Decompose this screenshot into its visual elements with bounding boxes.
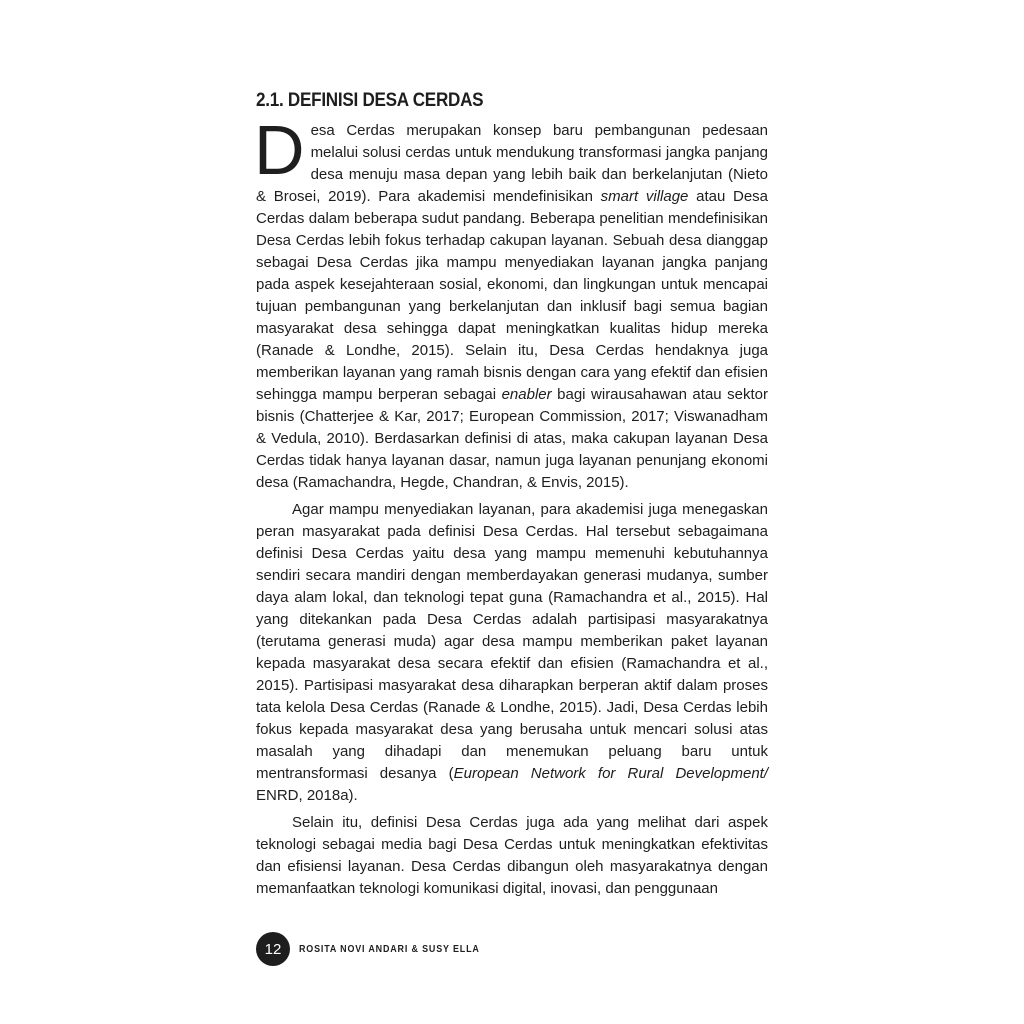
page-footer <box>256 932 512 966</box>
term-enrd: European Network for Rural Development/ <box>453 765 768 782</box>
paragraph-3-text: Selain itu, definisi Desa Cerdas juga ada yang melihat dari aspek teknologi sebagai media bagi Desa Cerdas untuk meningkatkan efektivitas dan efisiensi layanan. Desa Cerdas dibangun oleh masyarakatnya dengan memanfaatkan teknologi komunikasi digital, inovasi, dan penggunaan <box>256 814 768 897</box>
paragraph-2-text-b: ENRD, 2018a). <box>256 787 358 804</box>
footer-authors: ROSITA NOVI ANDARI & SUSY ELLA <box>299 943 480 955</box>
page-number-badge: 12 <box>256 932 290 966</box>
paragraph-1-text-c: bagi wirausahawan atau sektor bisnis (Chatterjee & Kar, 2017; European Commission, 2017; Viswanadham & Vedula, 2010). Berdasarkan definisi di atas, maka cakupan layanan Desa Cerdas tidak hanya layanan dasar, namun juga layanan penunjang ekonomi desa (Ramachandra, Hegde, Chandran, & Envis, 2015). <box>256 386 768 491</box>
section-heading: 2.1. DEFINISI DESA CERDAS <box>256 90 484 111</box>
page-content <box>256 88 768 905</box>
paragraph-2 <box>256 499 768 807</box>
paragraph-1 <box>254 111 769 494</box>
paragraph-1-text-b: atau Desa Cerdas dalam beberapa sudut pandang. Beberapa penelitian mendefinisikan Desa Cerdas lebih fokus terhadap cakupan layanan. Sebuah desa dianggap sebagai Desa Cerdas jika mampu menyediakan layanan jangka panjang pada aspek kesejahteraan sosial, ekonomi, dan lingkungan untuk mencapai tujuan pembangunan yang berkelanjutan dan inklusif bagi semua bagian masyarakat desa sehingga dapat meningkatkan kualitas hidup mereka (Ranade & Londhe, 2015). Selain itu, Desa Cerdas hendaknya juga memberikan layanan yang ramah bisnis dengan cara yang efektif dan efisien sehingga mampu berperan sebagai <box>256 188 769 403</box>
paragraph-3 <box>256 812 768 900</box>
paragraph-1-text-a: esa Cerdas merupakan konsep baru pembangunan pedesaan melalui solusi cerdas untuk mendukung transformasi jangka panjang desa menuju masa depan yang lebih baik dan berkelanjutan (Nieto & Brosei, 2019). Para akademisi mendefinisikan <box>256 122 768 205</box>
term-enabler: enabler <box>501 386 552 403</box>
paragraph-2-text-a: Agar mampu menyediakan layanan, para akademisi juga menegaskan peran masyarakat pada definisi Desa Cerdas. Hal tersebut sebagaimana definisi Desa Cerdas yaitu desa yang mampu memenuhi kebutuhannya sendiri secara mandiri dengan memberdayakan generasi mudanya, sumber daya alam lokal, dan teknologi tepat guna (Ramachandra et al., 2015). Hal yang ditekankan pada Desa Cerdas adalah partisipasi masyarakatnya (terutama generasi muda) agar desa mampu memberikan paket layanan kepada masyarakat desa secara efektif dan efisien (Ramachandra et al., 2015). Partisipasi masyarakat desa diharapkan berperan aktif dalam proses tata kelola Desa Cerdas (Ranade & Londhe, 2015). Jadi, Desa Cerdas lebih fokus kepada masyarakat desa yang berusaha untuk mencari solusi atas masalah yang dihadapi dan menemukan peluang baru untuk mentransformasi desanya ( <box>256 501 768 782</box>
term-smart-village: smart village <box>600 188 689 205</box>
drop-cap: D <box>254 111 305 189</box>
